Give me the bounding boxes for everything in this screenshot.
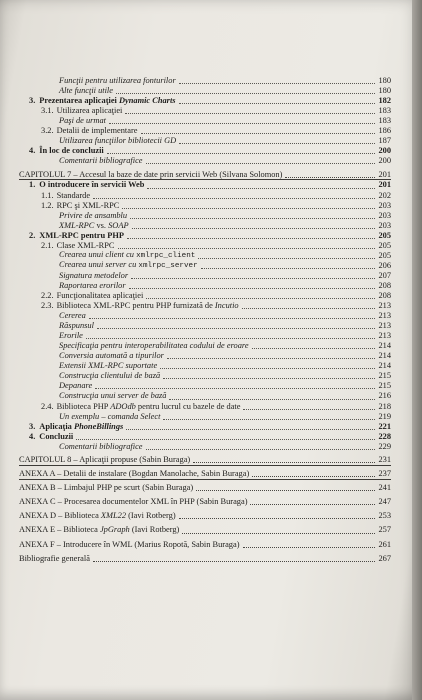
toc-entry xyxy=(19,412,391,422)
toc-entry-number: 2.3. xyxy=(41,301,54,311)
toc-entry-title xyxy=(29,180,144,190)
toc-entry-text: Un exemplu – comanda Select xyxy=(59,411,161,421)
toc-entry-text: Utilizarea funcţiilor bibliotecii GD xyxy=(59,136,177,146)
toc-entry-text: Alte funcţii utile xyxy=(59,86,113,96)
toc-entry xyxy=(19,211,391,221)
dot-leader xyxy=(252,476,375,477)
toc-chapter-entry xyxy=(19,469,391,479)
toc-entry-text: xmlrpc_server xyxy=(138,261,198,270)
toc-entry-text: Specificaţia pentru interoperabilitatea codului de eroare xyxy=(59,341,249,351)
toc-entry xyxy=(19,106,391,116)
toc-page-number: 205 xyxy=(378,230,391,240)
toc-entry xyxy=(19,221,391,231)
toc-entry-text: Detalii de implementare xyxy=(56,126,138,136)
dot-leader xyxy=(169,399,375,400)
toc-entry-title xyxy=(59,281,126,291)
toc-entry-text: Prezentarea aplicaţiei xyxy=(39,96,119,106)
dot-leader xyxy=(76,439,375,440)
toc-entry xyxy=(19,146,391,156)
toc-entry-text: ANEXA F – Introducere în WML (Marius Ropotă, Sabin Buraga) xyxy=(19,539,240,549)
dot-leader xyxy=(95,388,375,389)
toc-entry xyxy=(19,311,391,321)
book-spine-shadow xyxy=(412,0,422,700)
toc-entry-text: XML22 xyxy=(100,511,127,521)
toc-entry-text: În loc de concluzii xyxy=(39,146,104,156)
toc-page-number: 213 xyxy=(378,321,391,331)
toc-entry-text: Bibliografie generală xyxy=(19,553,90,563)
toc-entry-title xyxy=(41,201,119,211)
toc-entry-number: 3. xyxy=(29,421,36,431)
dot-leader xyxy=(107,153,375,154)
toc-entry xyxy=(19,291,391,301)
dot-leader xyxy=(146,298,375,299)
toc-entry xyxy=(19,371,391,381)
toc-page-number: 200 xyxy=(378,156,391,166)
toc-page-number: 261 xyxy=(378,539,391,549)
toc-page-number: 202 xyxy=(378,190,391,200)
toc-page-number: 213 xyxy=(378,301,391,311)
toc-page-number: 231 xyxy=(378,455,391,465)
toc-entry xyxy=(19,442,391,452)
toc-page-number: 218 xyxy=(378,401,391,411)
toc-entry-number: 2.2. xyxy=(41,290,54,300)
toc-entry-number: 1. xyxy=(29,180,36,190)
toc-page-number: 257 xyxy=(378,525,391,535)
toc-entry-text: Signatura metodelor xyxy=(59,270,129,280)
dot-leader xyxy=(179,518,375,519)
toc-entry-text: xmlrpc_client xyxy=(136,251,196,260)
toc-page-number: 186 xyxy=(378,126,391,136)
toc-chapter-entry xyxy=(19,483,391,493)
toc-entry-title xyxy=(19,540,240,550)
toc-entry-title xyxy=(29,432,73,442)
toc-entry-title xyxy=(59,221,129,231)
toc-entry-number: 1.1. xyxy=(41,190,54,200)
dot-leader xyxy=(147,188,375,189)
toc-entry-text: Cererea xyxy=(59,311,86,321)
toc-entry-text: Concluzii xyxy=(39,431,74,441)
toc-entry-title xyxy=(19,483,193,493)
toc-entry-title xyxy=(29,146,104,156)
toc-entry xyxy=(19,381,391,391)
dot-leader xyxy=(242,308,375,309)
dot-leader xyxy=(201,268,375,269)
toc-entry-text: Paşi de urmat xyxy=(59,116,106,126)
toc-entry-title xyxy=(19,469,249,479)
toc-entry-text: pentru lucrul cu bazele de date xyxy=(135,401,241,411)
toc-page-number: 237 xyxy=(378,469,391,479)
toc-page-number: 213 xyxy=(378,331,391,341)
dot-leader xyxy=(167,358,375,359)
toc-entry-text: SOAP xyxy=(108,220,129,230)
toc-entry-text: Construcţia unui server de bază xyxy=(59,391,167,401)
toc-entry xyxy=(19,281,391,291)
toc-page-number: 187 xyxy=(378,136,391,146)
toc-entry-text: CAPITOLUL 7 – Accesul la baze de date prin servicii Web (Silvana Solomon) xyxy=(19,169,283,179)
toc-entry-text: Dynamic Charts xyxy=(118,96,176,106)
toc-entry xyxy=(19,96,391,106)
dot-leader xyxy=(86,338,375,339)
dot-leader xyxy=(127,238,375,239)
toc-entry-number: 2. xyxy=(29,230,36,240)
toc-entry-title xyxy=(59,341,249,351)
toc-entry-text: Erorile xyxy=(59,331,83,341)
toc-entry-number: 2.1. xyxy=(41,240,54,250)
toc-page-number: 206 xyxy=(378,260,391,270)
toc-entry-title xyxy=(41,191,90,201)
chapter-divider-line xyxy=(19,465,391,466)
toc-entry xyxy=(19,191,391,201)
toc-chapter-entry xyxy=(19,497,391,507)
toc-page-number: 267 xyxy=(378,553,391,563)
toc-entry-title xyxy=(59,391,166,401)
toc-page-number: 183 xyxy=(378,116,391,126)
toc-entry-title xyxy=(59,86,113,96)
toc-chapter-entry xyxy=(19,554,391,564)
dot-leader xyxy=(130,218,375,219)
toc-entry-text: XML-RPC pentru PHP xyxy=(39,230,124,240)
toc-entry-title xyxy=(59,351,164,361)
dot-leader xyxy=(182,533,375,534)
toc-entry-title xyxy=(19,497,247,507)
toc-entry-title xyxy=(59,321,94,331)
toc-entry-title xyxy=(59,442,143,452)
toc-page-number: 241 xyxy=(378,483,391,493)
toc-entry-number: 2.4. xyxy=(41,401,54,411)
toc-entry-text: XML-RPC xyxy=(59,220,97,230)
dot-leader xyxy=(118,248,376,249)
dot-leader xyxy=(198,258,375,259)
toc-page-number: 208 xyxy=(378,280,391,290)
toc-entry-text: Privire de ansamblu xyxy=(59,210,128,220)
toc-entry-text: Utilizarea aplicaţiei xyxy=(56,106,123,116)
dot-leader xyxy=(131,278,375,279)
toc-entry-title xyxy=(41,291,143,301)
dot-leader xyxy=(243,547,375,548)
toc-entry-title xyxy=(29,96,176,106)
toc-entry xyxy=(19,321,391,331)
toc-entry xyxy=(19,422,391,432)
toc-page-number: 200 xyxy=(378,146,391,156)
toc-chapter-entry xyxy=(19,170,391,180)
toc-page-number: 228 xyxy=(378,431,391,441)
dot-leader xyxy=(125,113,375,114)
toc-page-number: 203 xyxy=(378,210,391,220)
toc-page-number: 213 xyxy=(378,311,391,321)
toc-entry xyxy=(19,351,391,361)
dot-leader xyxy=(129,288,375,289)
dot-leader xyxy=(243,409,375,410)
toc-entry-text: ANEXA D – Biblioteca xyxy=(19,511,101,521)
toc-entry-text: (Iavi Rotberg) xyxy=(129,525,180,535)
toc-entry-text: vs. xyxy=(96,220,109,230)
toc-entry-text: Construcţia clientului de bază xyxy=(59,371,161,381)
toc-entry-text: Comentarii bibliografice xyxy=(59,156,143,166)
toc-entry-text: Conversia automată a tipurilor xyxy=(59,351,164,361)
toc-entry-text: Standarde xyxy=(56,190,91,200)
toc-entry xyxy=(19,402,391,412)
toc-entry-text: ANEXA E – Biblioteca xyxy=(19,525,100,535)
toc-entry-title xyxy=(19,511,176,521)
toc-page-number: 216 xyxy=(378,391,391,401)
dot-leader xyxy=(252,348,375,349)
toc-entry xyxy=(19,271,391,281)
toc-entry-title xyxy=(29,422,123,432)
toc-page-number: 214 xyxy=(378,351,391,361)
dot-leader xyxy=(250,504,375,505)
toc-entry-text: Funcţionalitatea aplicaţiei xyxy=(56,290,144,300)
toc-entry-title xyxy=(59,211,127,221)
toc-page-number: 201 xyxy=(378,169,391,179)
toc-entry xyxy=(19,86,391,96)
toc-entry-number: 4. xyxy=(29,146,36,156)
toc-entry xyxy=(19,156,391,166)
dot-leader xyxy=(179,143,375,144)
toc-entry xyxy=(19,341,391,351)
dot-leader xyxy=(179,83,375,84)
dot-leader xyxy=(122,208,375,209)
toc-entry-text: PhoneBillings xyxy=(73,421,124,431)
toc-entry xyxy=(19,126,391,136)
toc-entry xyxy=(19,231,391,241)
toc-page-number: 219 xyxy=(378,411,391,421)
dot-leader xyxy=(146,163,375,164)
toc-entry-title xyxy=(59,361,157,371)
toc-entry-text: ANEXA B – Limbajul PHP pe scurt (Sabin Buraga) xyxy=(19,483,194,493)
toc-page-number: 215 xyxy=(378,381,391,391)
dot-leader xyxy=(89,318,375,319)
toc-chapter-entry xyxy=(19,511,391,521)
toc-page-number: 180 xyxy=(378,86,391,96)
toc-entry-text: Funcţii pentru utilizarea fonturilor xyxy=(59,76,176,85)
toc-entry-text: CAPITOLUL 8 – Aplicaţii propuse (Sabin Buraga) xyxy=(19,455,191,465)
dot-leader xyxy=(146,449,375,450)
toc-entry xyxy=(19,391,391,401)
dot-leader xyxy=(97,328,375,329)
toc-entry-title xyxy=(59,371,160,381)
dot-leader xyxy=(285,177,375,178)
toc-chapter-entry xyxy=(19,525,391,535)
toc-entry xyxy=(19,301,391,311)
toc-entry-number: 1.2. xyxy=(41,200,54,210)
toc-entry xyxy=(19,432,391,442)
toc-entry-title xyxy=(19,455,190,465)
toc-page-number: 207 xyxy=(378,270,391,280)
toc-entry-text: O introducere în servicii Web xyxy=(39,180,145,190)
dot-leader xyxy=(163,378,375,379)
toc-entry-text: RPC şi XML-RPC xyxy=(56,200,120,210)
toc-page-number: 221 xyxy=(378,421,391,431)
toc-entry-text: Biblioteca XML-RPC pentru PHP furnizată de xyxy=(56,301,215,311)
dot-leader xyxy=(116,93,375,94)
toc-entry-text: Crearea unui client cu xyxy=(59,249,137,259)
dot-leader xyxy=(93,198,375,199)
toc-page-number: 208 xyxy=(378,290,391,300)
dot-leader xyxy=(141,133,376,134)
toc-entry-text: ADOdb xyxy=(110,401,136,411)
toc-entry xyxy=(19,261,391,271)
toc-entry-text: Clase XML-RPC xyxy=(56,240,115,250)
dot-leader xyxy=(193,462,375,463)
toc-entry-title xyxy=(41,126,138,136)
toc-page-number: 247 xyxy=(378,497,391,507)
toc-entry-text: Incutio xyxy=(214,301,239,311)
toc-entry-title xyxy=(41,106,122,116)
toc-entry-title xyxy=(19,525,179,535)
toc-entry-text: (Iavi Rotberg) xyxy=(126,511,176,521)
toc-entry-number: 4. xyxy=(29,431,36,441)
chapter-divider-line xyxy=(19,479,391,480)
toc-entry-title xyxy=(29,231,124,241)
dot-leader xyxy=(160,368,375,369)
toc-entry-title xyxy=(59,271,128,281)
toc-entry xyxy=(19,180,391,190)
toc-chapter-entry xyxy=(19,455,391,465)
toc-page-number: 183 xyxy=(378,106,391,116)
toc-page-number: 203 xyxy=(378,220,391,230)
toc-entry-text: ANEXA A – Detalii de instalare (Bogdan Manolache, Sabin Buraga) xyxy=(19,469,250,479)
toc-entry-title xyxy=(19,554,90,564)
toc-entry-title xyxy=(59,331,83,341)
toc-page-number: 229 xyxy=(378,441,391,451)
toc-entry-text: Aplicaţia xyxy=(39,421,74,431)
dot-leader xyxy=(179,103,375,104)
toc-entry-title xyxy=(59,76,176,86)
toc-entry-text: Depanare xyxy=(59,381,93,391)
toc-entry-number: 3.1. xyxy=(41,106,54,116)
toc-entry-title xyxy=(59,260,198,271)
toc-page-number: 253 xyxy=(378,511,391,521)
dot-leader xyxy=(132,228,375,229)
toc-entry-title xyxy=(59,311,86,321)
toc-page-number: 203 xyxy=(378,200,391,210)
toc-entry-text: Comentarii bibliografice xyxy=(59,441,143,451)
toc-entry-text: Biblioteca PHP xyxy=(56,401,111,411)
toc-entry xyxy=(19,136,391,146)
dot-leader xyxy=(196,490,375,491)
toc-entry-title xyxy=(41,402,240,412)
toc-entry-title xyxy=(59,381,92,391)
toc-entry-number: 3. xyxy=(29,96,36,106)
toc-page-number: 205 xyxy=(378,240,391,250)
toc-entry-text: Răspunsul xyxy=(59,321,94,331)
dot-leader xyxy=(163,419,375,420)
toc-entry-text: Extensii XML-RPC suportate xyxy=(59,361,158,371)
toc-entry-title xyxy=(41,301,239,311)
toc-entry xyxy=(19,361,391,371)
toc-entry xyxy=(19,116,391,126)
table-of-contents xyxy=(19,76,391,564)
toc-entry-title xyxy=(19,170,282,180)
dot-leader xyxy=(109,123,375,124)
toc-page-number: 214 xyxy=(378,341,391,351)
toc-entry-text: Raportarea erorilor xyxy=(59,280,126,290)
toc-entry-title xyxy=(59,136,176,146)
toc-entry-title xyxy=(59,156,143,166)
toc-page-number: 205 xyxy=(378,250,391,260)
toc-entry-title xyxy=(59,116,106,126)
dot-leader xyxy=(93,561,375,562)
toc-page-number: 201 xyxy=(378,180,391,190)
toc-page-number: 182 xyxy=(378,96,391,106)
toc-entry-number: 3.2. xyxy=(41,126,54,136)
toc-entry-text: Crearea unui server cu xyxy=(59,259,139,269)
toc-page-number: 180 xyxy=(378,76,391,85)
toc-entry-title xyxy=(59,412,160,422)
dot-leader xyxy=(126,429,375,430)
toc-entry xyxy=(19,331,391,341)
toc-entry xyxy=(19,201,391,211)
toc-page-number: 215 xyxy=(378,371,391,381)
toc-page-number: 214 xyxy=(378,361,391,371)
toc-chapter-entry xyxy=(19,540,391,550)
toc-entry xyxy=(19,76,391,86)
toc-entry-text: ANEXA C – Procesarea documentelor XML în PHP (Sabin Buraga) xyxy=(19,497,248,507)
toc-entry-text: JpGraph xyxy=(99,525,130,535)
